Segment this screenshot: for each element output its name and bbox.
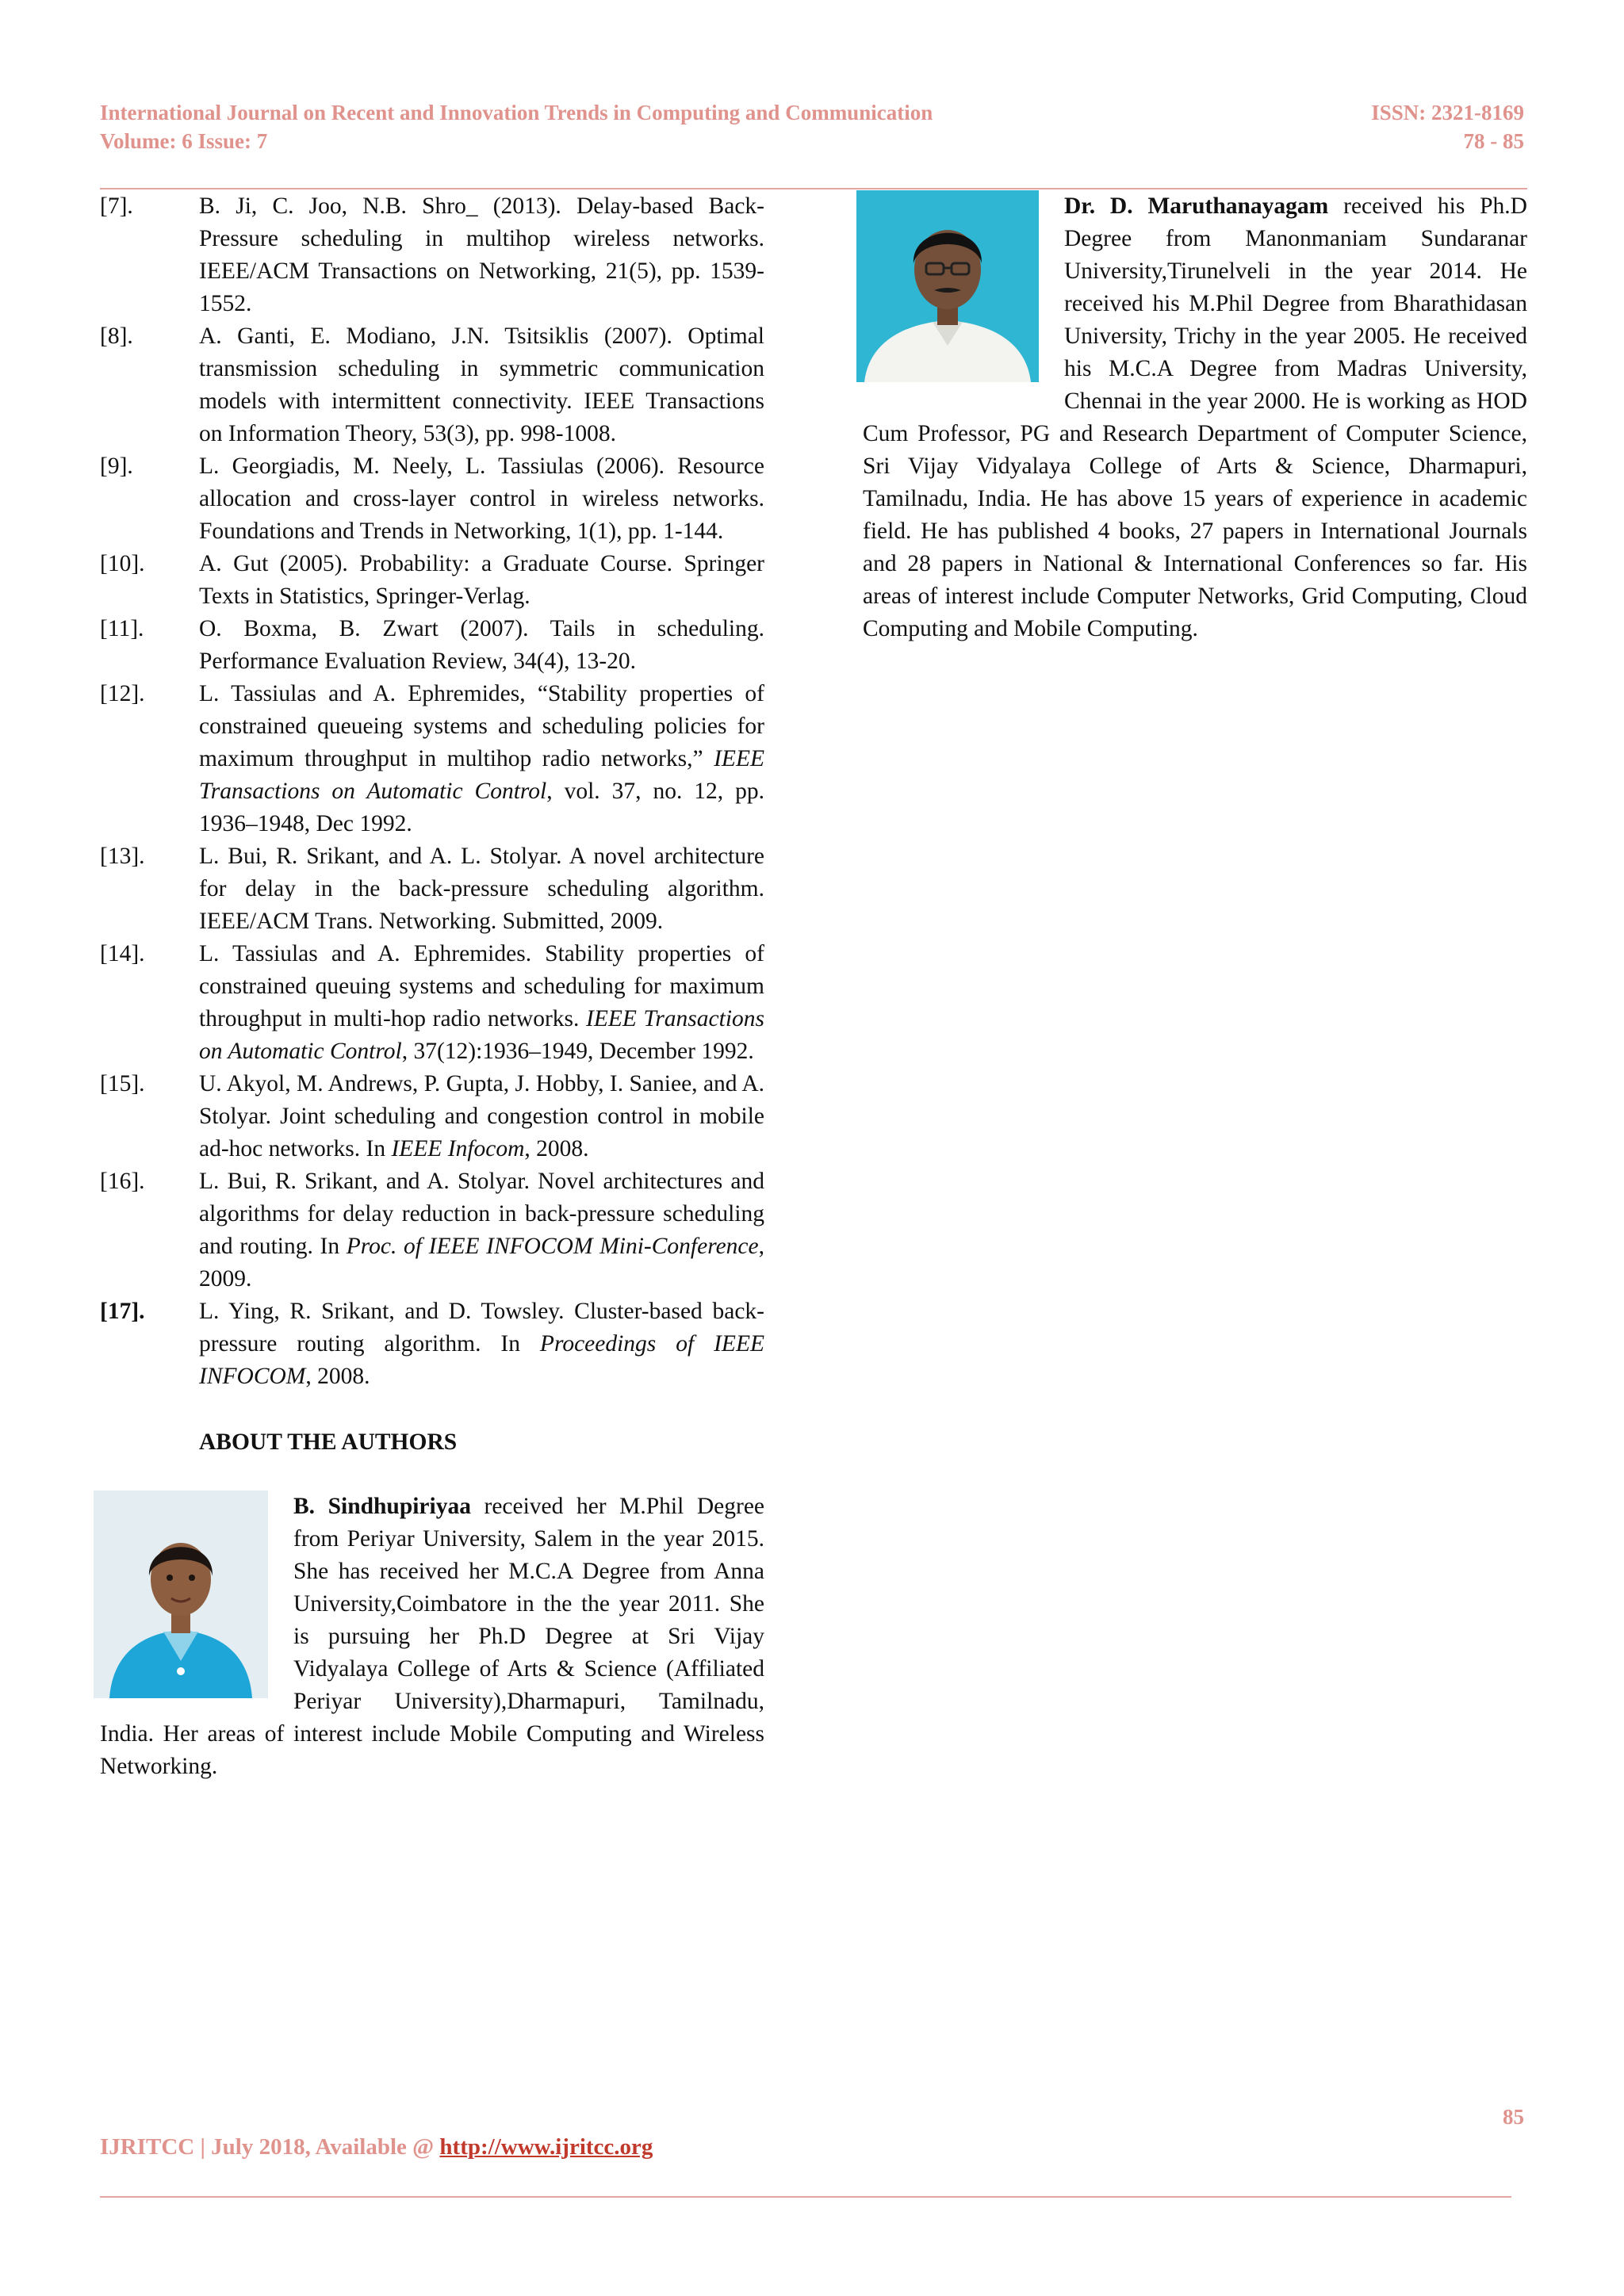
left-column: [100, 190, 764, 1783]
reference-number: [9].: [100, 453, 133, 479]
reference-number: [13].: [100, 844, 145, 869]
reference-list: [100, 190, 764, 1393]
reference-item: [100, 678, 764, 840]
reference-number: [10].: [100, 551, 145, 576]
running-header-left: [100, 98, 933, 155]
footer: [100, 2134, 653, 2160]
reference-text: O. Boxma, B. Zwart (2007). Tails in scheduling. Performance Evaluation Review, 34(4), 13-20.: [199, 616, 764, 674]
reference-item: [100, 1068, 764, 1165]
reference-text: L. Bui, R. Srikant, and A. L. Stolyar. A novel architecture for delay in the back-pressure scheduling algorithm. IEEE/ACM Trans. Networking. Submitted, 2009.: [199, 844, 764, 934]
reference-number: [12].: [100, 681, 145, 706]
conference-name: IEEE Infocom: [391, 1136, 525, 1161]
volume-issue: Volume: 6 Issue: 7: [100, 129, 268, 153]
reference-number: [14].: [100, 941, 145, 966]
journal-title: International Journal on Recent and Innovation Trends in Computing and Communication: [100, 101, 933, 124]
reference-item: [100, 1295, 764, 1393]
portrait-man-icon: [856, 190, 1039, 382]
author-bio-text-1: received her M.Phil Degree from Periyar University, Salem in the year 2015. She has received her M.C.A Degree from Anna University,Coimbatore in the the year 2011. She is pursuing her Ph.D Degree at Sri Vijay Vidyalaya College of Arts & Science (Affiliated Periyar University),Dharmapuri, Tamilnadu, India. Her areas of interest include Mobile Computing and Wireless Networking.: [100, 1494, 765, 1779]
reference-text: U. Akyol, M. Andrews, P. Gupta, J. Hobby, I. Saniee, and A. Stolyar. Joint scheduling and congestion control in mobile ad-hoc networks. In IEEE Infocom, 2008.: [199, 1071, 764, 1161]
reference-item: [100, 450, 764, 548]
issn: ISSN: 2321-8169: [1371, 101, 1524, 124]
author-bio-text-2: received his Ph.D Degree from Manonmaniam Sundaranar University,Tirunelveli in the year 2014. He received his M.Phil Degree from Bharathidasan University, Trichy in the year 2005. He received his M.C.A Degree from Madras University, Chennai in the year 2000. He is working as HOD Cum Professor, PG and Research Department of Computer Science, Sri Vijay Vidyalaya College of Arts & Science, Dharmapuri, Tamilnadu, India. He has above 15 years of experience in academic field. He has published 4 books, 27 papers in International Journals and 28 papers in National & International Conferences so far. His areas of interest include Computer Networks, Grid Computing, Cloud Computing and Mobile Computing.: [863, 193, 1527, 641]
reference-number: [16].: [100, 1169, 145, 1194]
footer-rule: [100, 2196, 1511, 2198]
reference-number: [17].: [100, 1299, 145, 1324]
reference-text: L. Tassiulas and A. Ephremides, “Stability properties of constrained queueing systems and scheduling policies for maximum throughput in multihop radio networks,” IEEE Transactions on Automatic Control, vol. 37, no. 12, pp. 1936–1948, Dec 1992.: [199, 681, 764, 836]
portrait-woman-icon: [94, 1490, 268, 1698]
reference-text: B. Ji, C. Joo, N.B. Shro_ (2013). Delay-based Back-Pressure scheduling in multihop wireless networks. IEEE/ACM Transactions on Networking, 21(5), pp. 1539-1552.: [199, 193, 764, 316]
author-bio-2: [863, 190, 1527, 645]
reference-number: [11].: [100, 616, 144, 641]
reference-item: [100, 938, 764, 1068]
reference-text: L. Tassiulas and A. Ephremides. Stability properties of constrained queuing systems and scheduling for maximum throughput in multi-hop radio networks. IEEE Transactions on Automatic Control, 37(12):1936–1949, December 1992.: [199, 941, 764, 1064]
page-number: 85: [1503, 2105, 1524, 2129]
author-name-1: B. Sindhupiriyaa: [293, 1494, 471, 1519]
author-bio-1: [100, 1490, 764, 1783]
right-column: [863, 190, 1527, 645]
journal-website-link[interactable]: http://www.ijritcc.org: [439, 2134, 653, 2160]
author-photo-2: [856, 190, 1039, 382]
reference-item: [100, 548, 764, 613]
conference-name: Proc. of IEEE INFOCOM Mini-Conference: [346, 1234, 759, 1259]
conference-name: Proceedings of IEEE INFOCOM: [199, 1331, 764, 1389]
reference-text: A. Gut (2005). Probability: a Graduate Course. Springer Texts in Statistics, Springer-Verlag.: [199, 551, 764, 609]
header-rule: [100, 188, 1527, 189]
reference-item: [100, 190, 764, 320]
reference-text: L. Georgiadis, M. Neely, L. Tassiulas (2006). Resource allocation and cross-layer control in wireless networks. Foundations and Trends in Networking, 1(1), pp. 1-144.: [199, 453, 764, 544]
about-authors-heading: ABOUT THE AUTHORS: [199, 1429, 458, 1455]
reference-text: L. Ying, R. Srikant, and D. Towsley. Cluster-based back-pressure routing algorithm. In Proceedings of IEEE INFOCOM, 2008.: [199, 1299, 764, 1389]
reference-number: [8].: [100, 323, 133, 349]
reference-item: [100, 840, 764, 938]
journal-name: IEEE Transactions on Automatic Control: [199, 1006, 764, 1064]
journal-name: IEEE Transactions on Automatic Control: [199, 746, 764, 804]
reference-number: [15].: [100, 1071, 145, 1096]
author-photo-1: [94, 1490, 268, 1698]
reference-number: [7].: [100, 193, 133, 219]
page-range: 78 - 85: [1463, 129, 1524, 153]
reference-item: [100, 613, 764, 678]
reference-item: [100, 320, 764, 450]
footer-text: IJRITCC | July 2018, Available @: [100, 2134, 440, 2160]
author-name-2: Dr. D. Maruthanayagam: [1064, 193, 1329, 219]
reference-item: [100, 1165, 764, 1295]
reference-text: L. Bui, R. Srikant, and A. Stolyar. Novel architectures and algorithms for delay reduction in back-pressure scheduling and routing. In Proc. of IEEE INFOCOM Mini-Conference, 2009.: [199, 1169, 764, 1292]
running-header-right: [1371, 98, 1524, 155]
reference-text: A. Ganti, E. Modiano, J.N. Tsitsiklis (2007). Optimal transmission scheduling in symmetric communication models with intermittent connectivity. IEEE Transactions on Information Theory, 53(3), pp. 998-1008.: [199, 323, 764, 446]
